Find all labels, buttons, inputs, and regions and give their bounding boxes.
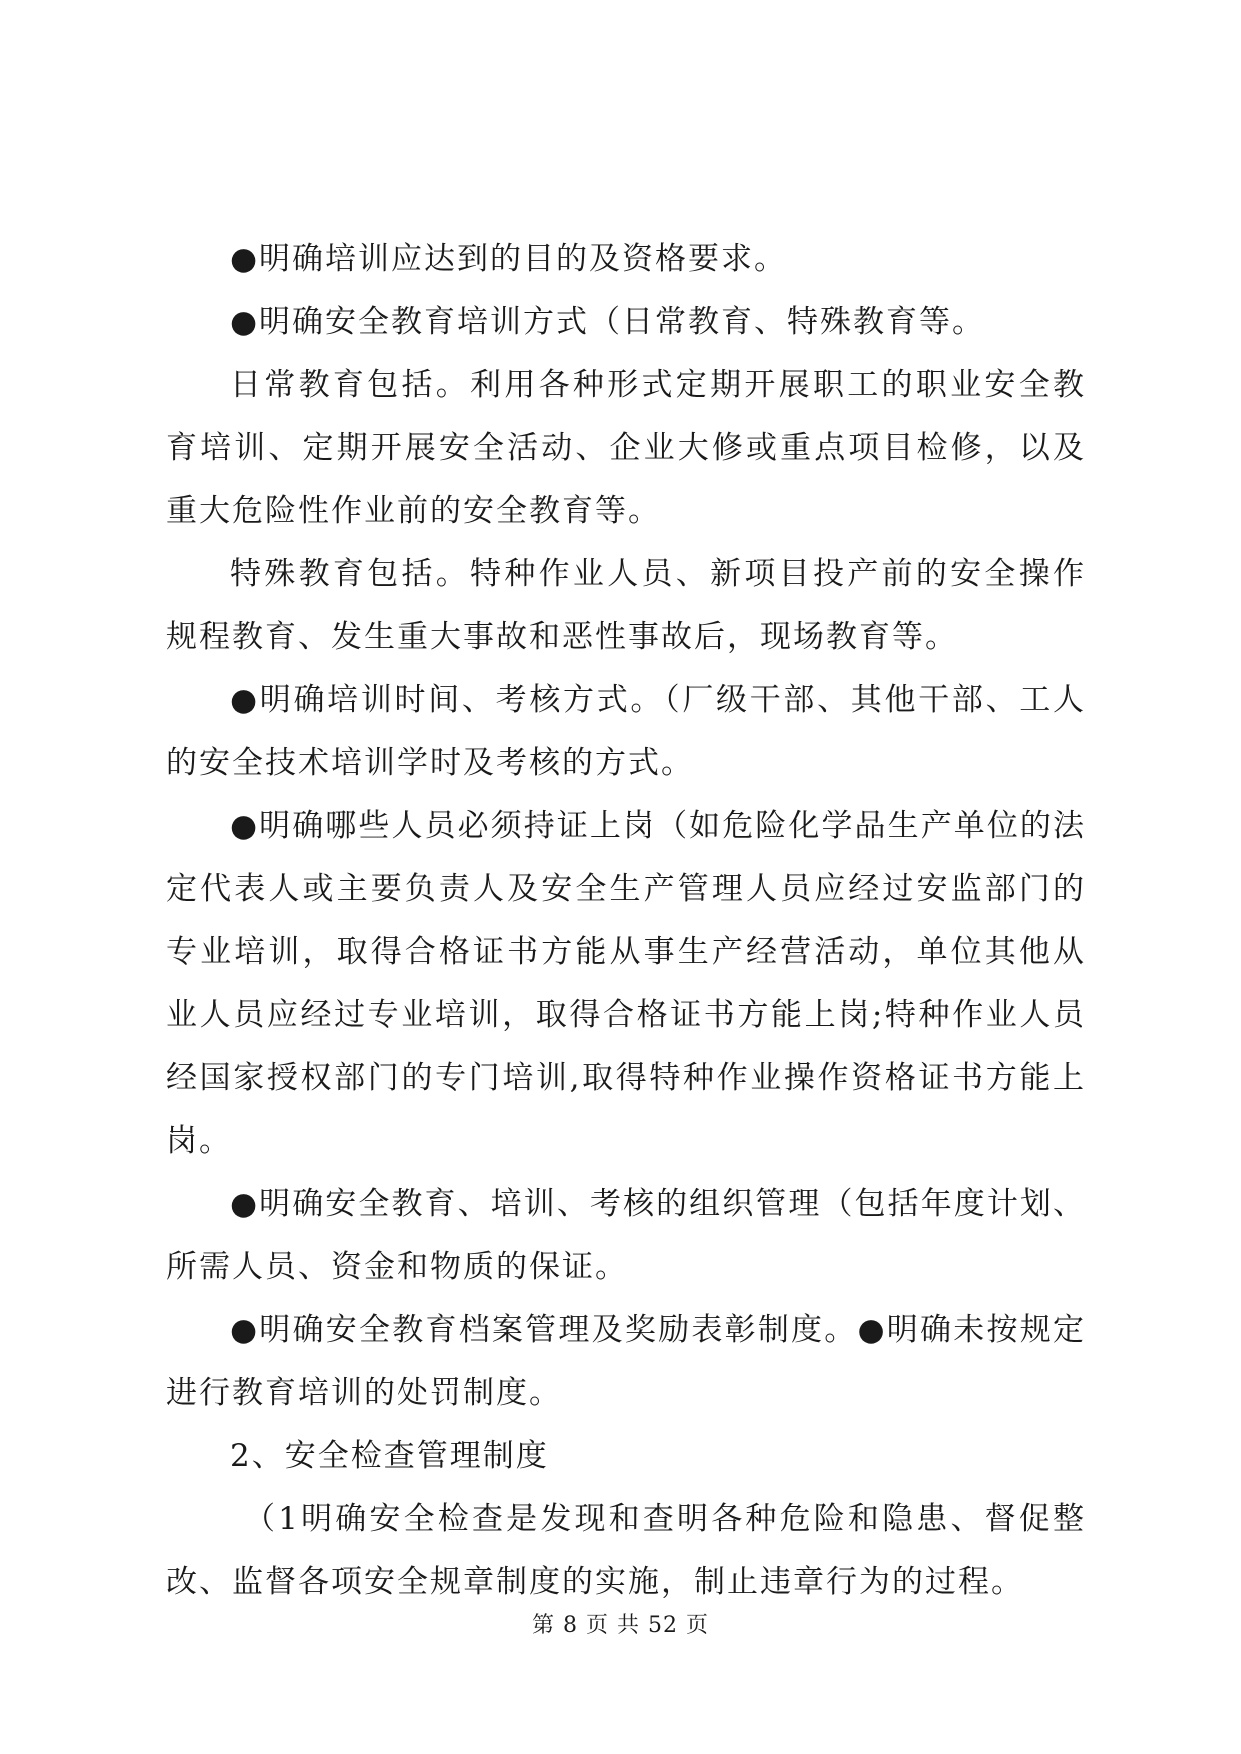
paragraph-4: 特殊教育包括。特种作业人员、新项目投产前的安全操作规程教育、发生重大事故和恶性事故后，现场教育等。 bbox=[166, 556, 1086, 655]
paragraph-5: ●明确培训时间、考核方式。（厂级干部、其他干部、工人的安全技术培训学时及考核的方式。 bbox=[166, 682, 1086, 781]
paragraph-2: ●明确安全教育培训方式（日常教育、特殊教育等。 bbox=[230, 304, 986, 340]
paragraph-10: （1明确安全检查是发现和查明各种危险和隐患、督促整改、监督各项安全规章制度的实施，制止违章行为的过程。 bbox=[166, 1501, 1086, 1600]
paragraph-7: ●明确安全教育、培训、考核的组织管理（包括年度计划、所需人员、资金和物质的保证。 bbox=[166, 1186, 1086, 1285]
paragraph-8: ●明确安全教育档案管理及奖励表彰制度。●明确未按规定进行教育培训的处罚制度。 bbox=[166, 1312, 1086, 1411]
document-body bbox=[166, 228, 1086, 1614]
section-heading: 2、安全检查管理制度 bbox=[230, 1438, 549, 1474]
paragraph-6: ●明确哪些人员必须持证上岗（如危险化学品生产单位的法定代表人或主要负责人及安全生产管理人员应经过安监部门的专业培训，取得合格证书方能从事生产经营活动，单位其他从业人员应经过专业培训，取得合格证书方能上岗;特种作业人员经国家授权部门的专门培训,取得特种作业操作资格证书方能上岗。 bbox=[166, 808, 1086, 1159]
page-footer: 第 8 页 共 52 页 bbox=[532, 1613, 709, 1638]
paragraph-3: 日常教育包括。利用各种形式定期开展职工的职业安全教育培训、定期开展安全活动、企业大修或重点项目检修，以及重大危险性作业前的安全教育等。 bbox=[166, 367, 1086, 529]
paragraph-1: ●明确培训应达到的目的及资格要求。 bbox=[230, 241, 788, 277]
